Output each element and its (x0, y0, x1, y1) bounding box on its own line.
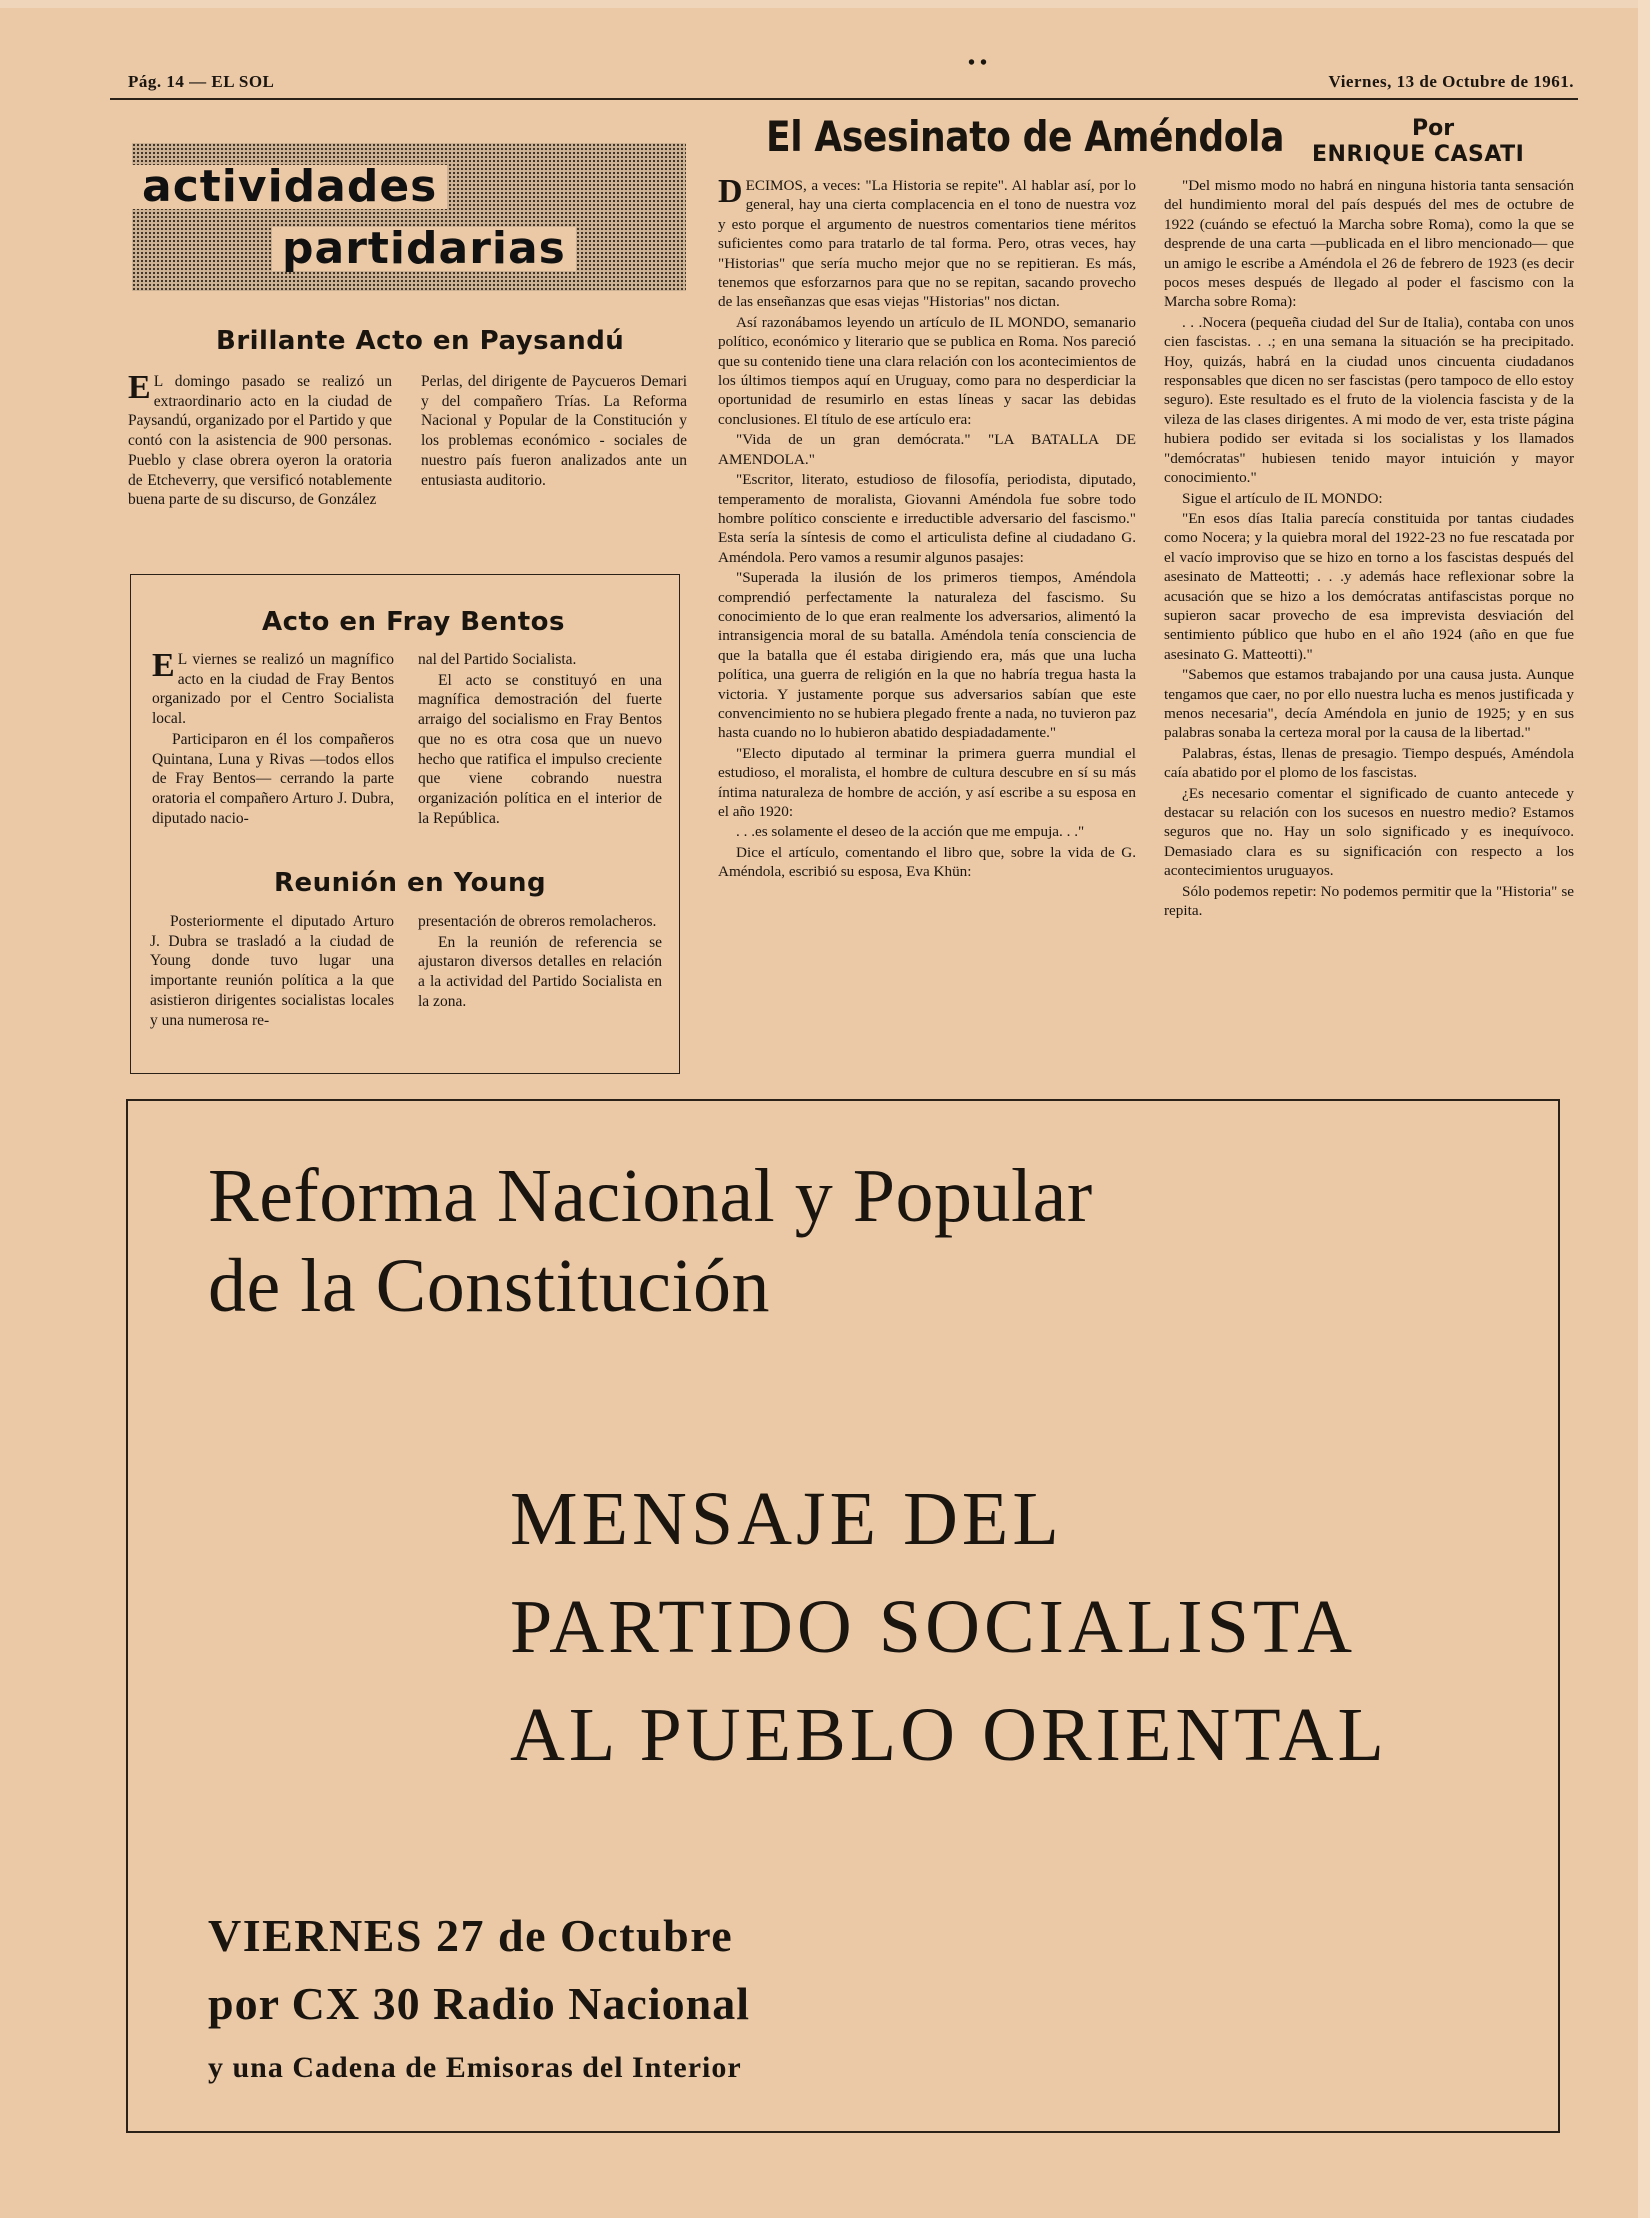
ad-message-line-3: AL PUEBLO ORIENTAL (510, 1693, 1388, 1777)
article-c1-p3: "Escritor, literato, estudioso de filosofía, periodista, diputado, temperamento de moralista, Giovanni Améndola fue sobre todo hombre político consciente e irreductible adversario del fascismo." Esta sería la síntesis de como el articulista define al ciudadano G. Améndola. Pero vamos a resumir algunos pasajes: (718, 471, 1136, 566)
young-title: Reunión en Young (274, 868, 547, 898)
article-c2-p0: "Del mismo modo no habrá en ninguna historia tanta sensación del hundimiento moral del país después del mes de octubre de 1922 (cuándo se efectuó la Marcha sobre Roma), como la que se desprende de una carta —publicada en el libro mencionado— que un amigo le escribe a Améndola el 26 de febrero de 1923 (es decir pocos meses después de llegado al poder el fascismo con la Marcha sobre Roma): (1164, 177, 1574, 311)
article-c1-p1: Así razonábamos leyendo un artículo de IL MONDO, semanario político, económico y literario que se publica en Roma. Nos pareció que su contenido tiene una clara relación con los acontecimientos de los últimos tiempos aquí en Uruguay, como para no desperdiciar la oportunidad de resumirlo en estas líneas y sacar las debidas conclusiones. El título de ese artículo era: (718, 313, 1136, 428)
paysandu-col-2 (421, 372, 687, 491)
article-c1-p2: "Vida de un gran demócrata." "LA BATALLA DE AMENDOLA." (718, 431, 1136, 468)
advertisement-box (126, 1099, 1560, 2133)
rubric-line-1: actividades (132, 165, 447, 209)
page-header-date: Viernes, 13 de Octubre de 1961. (1328, 72, 1574, 91)
young-col-1 (150, 912, 394, 1031)
article-c1-p0: ECIMOS, a veces: "La Historia se repite". Al hablar así, por lo general, hay una cierta complacencia en el tono de nuestra voz y esto porque el argumento de nuestros comentarios tiene méritos suficientes como para tratarlo de tal forma. Pero, otras veces, hay "Historias" que sería mucho mejor que no se repitieran. Es más, tenemos que esforzarnos para que no se repitan, sacando provecho de las enseñanzas que esas viejas "Historias" nos dictan. (718, 177, 1136, 311)
fray-bentos-col-2 (418, 650, 662, 829)
fray-bentos-text-3: nal del Partido Socialista. (418, 651, 577, 668)
ad-headline-line-2: de la Constitución (208, 1244, 771, 1328)
ad-message-title (510, 1465, 1388, 1789)
ad-chain-line: y una Cadena de Emisoras del Interior (208, 2051, 742, 2084)
article-c2-p4: "Sabemos que estamos trabajando por una causa justa. Aunque tengamos que caer, no por ello nuestra lucha es menos justificada y menos necesaria", decía Améndola en junio de 1925; y en sus palabras sonaba la certeza moral por la causa de la libertad." (1164, 666, 1574, 742)
paysandu-drop-cap: E (128, 369, 151, 406)
young-text-3: En la reunión de referencia se ajustaron diversos detalles en relación a la actividad del Partido Socialista en la zona. (418, 933, 662, 1010)
fray-bentos-text-2: Participaron en él los compañeros Quintana, Luna y Rivas —todos ellos de Fray Bentos— cerrando la parte oratoria el compañero Arturo J. Dubra, diputado nacio- (152, 730, 394, 827)
ad-message-line-1: MENSAJE DEL (510, 1477, 1063, 1561)
fray-bentos-title: Acto en Fray Bentos (262, 607, 565, 637)
fray-bentos-drop-cap: E (152, 647, 175, 684)
header-rule (110, 98, 1578, 100)
rubric-line-2: partidarias (272, 227, 576, 271)
ad-headline-line-1: Reforma Nacional y Popular (208, 1154, 1093, 1238)
article-byline-por: Por (1412, 116, 1455, 141)
ad-headline (208, 1151, 1093, 1331)
article-col-2 (1164, 176, 1574, 921)
article-c1-p5: "Electo diputado al terminar la primera guerra mundial el estudioso, el moralista, el hombre de cultura descubre en sí su más íntima naturaleza de hombre de acción, y así escribe a su esposa en el año 1920: (718, 744, 1136, 820)
article-title: El Asesinato de Améndola (766, 112, 1285, 161)
paysandu-col-1 (128, 369, 392, 511)
ad-radio-line: por CX 30 Radio Nacional (208, 1978, 750, 2029)
article-c2-p1: . . .Nocera (pequeña ciudad del Sur de Italia), contaba con unos cien fascistas. . .; en una semana la situación se ha precipitado. Hoy, quizás, habrá en la ciudad unos cincuenta ciudadanos responsables que dicen no ser fascistas (pero tampoco de ello estoy seguro). Este resultado es el fruto de la violencia fascista y de la vileza de las clases dirigentes. A mi modo de ver, esta triste página hubiera podido ser evitada si los socialistas y los llamados "demócratas" hubiesen tenido mayor intuición y mayor conocimiento." (1164, 313, 1574, 487)
section-rubric (132, 143, 686, 291)
young-col-2 (418, 912, 662, 1013)
fray-bentos-text-1: L viernes se realizó un magnífico acto en la ciudad de Fray Bentos organizado por el Centro Socialista local. (152, 651, 394, 728)
article-col-1 (718, 173, 1136, 883)
young-text-2: presentación de obreros remolacheros. (418, 913, 657, 930)
article-c1-p4: "Superada la ilusión de los primeros tiempos, Améndola comprendió perfectamente la naturaleza del fascismo. Su conocimiento de lo que eran realmente los adversarios, alimentó la intransigencia moral de su batalla. Améndola tenía consciencia de que la batalla que él estaba dirigiendo era, más que una lucha política, una guerra de religión en la que no habría tregua hasta la victoria. Y justamente porque sus adversarios sabían que este convencimiento no se hubiera plegado frente a nada, no tuvieron paz hasta cuando no lo hubieron abatido despiadadamente." (718, 569, 1136, 742)
article-c1-p7: Dice el artículo, comentando el libro que, sobre la vida de G. Améndola, escribió su esposa, Eva Khün: (718, 843, 1136, 881)
article-drop-cap: D (718, 173, 743, 210)
paper-edge-top (0, 0, 1650, 8)
fray-bentos-col-1 (152, 647, 394, 829)
article-c2-p2: Sigue el artículo de IL MONDO: (1182, 489, 1383, 507)
article-c2-p7: Sólo podemos repetir: No podemos permitir que la "Historia" se repita. (1164, 882, 1574, 920)
article-c2-p3: "En esos días Italia parecía constituida por tantas ciudades como Nocera; y la quiebra moral del 1922-23 no fue rescatada por el vacío improviso que se hizo en torno a los fascistas después del asesinato de Matteotti; . . .y además hace reflexionar sobre la acusación que se hizo a los demócratas antifascistas porque no supieron sacar provecho de esa imprevista desviación del sentimiento público que hubo en el año 1924 (año en que fue asesinato G. Matteotti)." (1164, 509, 1574, 663)
article-c1-p6: . . .es solamente el deseo de la acción que me empuja. . ." (736, 823, 1085, 841)
paysandu-title: Brillante Acto en Paysandú (216, 326, 625, 356)
page-header-left: Pág. 14 — EL SOL (128, 72, 275, 91)
paper-edge-right (1638, 0, 1650, 2218)
article-author: ENRIQUE CASATI (1312, 142, 1525, 167)
article-c2-p5: Palabras, éstas, llenas de presagio. Tiempo después, Améndola caía abatido por el plomo de los fascistas. (1164, 744, 1574, 782)
fray-bentos-text-4: El acto se constituyó en una magnífica demostración del fuerte arraigo del socialismo en Fray Bentos que no es otra cosa que un nuevo hecho que ratifica el impulso creciente que viene cobrando nuestra organización política en el interior de la República. (418, 671, 662, 827)
paysandu-text-1: L domingo pasado se realizó un extraordinario acto en la ciudad de Paysandú, organizado por el Partido y que contó con la asistencia de 900 personas. Pueblo y clase obrera oyeron la oratoria de Etcheverry, que versificó notablemente buena parte de su discurso, de González (128, 373, 392, 509)
paysandu-text-2: Perlas, del dirigente de Paycueros Demari y del compañero Trías. La Reforma Nacional y Popular de la Constitución y los problemas económico - sociales de nuestro país fueron analizados ante un entusiasta auditorio. (421, 373, 687, 489)
ad-message-line-2: PARTIDO SOCIALISTA (510, 1585, 1357, 1669)
young-text-1: Posteriormente el diputado Arturo J. Dubra se trasladó a la ciudad de Young donde tuvo lugar una importante reunión política a la que asistieron dirigentes socialistas locales y una numerosa re- (150, 913, 394, 1029)
page-header-dots: • • (968, 52, 988, 74)
article-c2-p6: ¿Es necesario comentar el significado de cuanto antecede y destacar su relación con los sucesos en nuestro medio? Estamos seguros que no. Hay un solo significado y es inequívoco. Demasiado clara es su significación con respecto a los acontecimientos uruguayos. (1164, 784, 1574, 880)
ad-date-line: VIERNES 27 de Octubre (208, 1910, 734, 1961)
